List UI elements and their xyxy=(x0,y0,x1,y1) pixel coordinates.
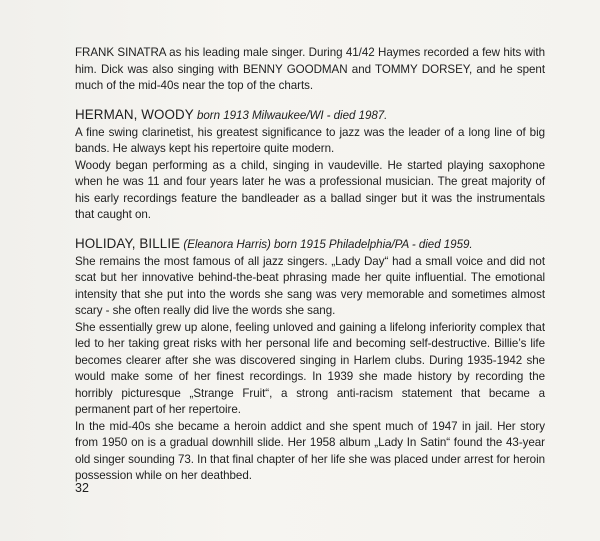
entry-holiday-billie xyxy=(75,235,545,485)
entry-birth-death: (Eleanora Harris) born 1915 Philadelphia/PA - died 1959. xyxy=(183,237,473,251)
entry-birth-death: born 1913 Milwaukee/WI - died 1987. xyxy=(197,108,388,122)
entry-paragraph: She remains the most famous of all jazz singers. „Lady Day“ had a small voice and did not scat but her innovative behind-the-beat phrasing made her quite influential. The emotional intensity that she put into the words she sang was very memorable and sometimes almost scary - she often really did live the words she sang. xyxy=(75,254,545,317)
entry-paragraph: She essentially grew up alone, feeling unloved and gaining a lifelong inferiority complex that led to her taking great risks with her personal life and becoming self-destructive. Billie’s life becomes clearer after she was discovered singing in Harlem clubs. During 1935-1942 she would make some of her finest recordings. In 1939 she made history by recording the horribly picturesque „Strange Fruit“, a strong anti-racism statement that became a permanent part of her repertoire. xyxy=(75,320,545,416)
intro-paragraph: FRANK SINATRA as his leading male singer. During 41/42 Haymes recorded a few hits with him. Dick was also singing with BENNY GOODMAN and TOMMY DORSEY, and he spent much of the mid-40s near the top of the charts. xyxy=(75,46,545,92)
entry-paragraph: A fine swing clarinetist, his greatest significance to jazz was the leader of a long line of big bands. He always kept his repertoire quite modern. xyxy=(75,125,545,155)
page-content xyxy=(75,45,545,485)
entry-name: HERMAN, WOODY xyxy=(75,106,194,122)
entry-herman-woody xyxy=(75,106,545,224)
entry-heading xyxy=(75,106,545,125)
entry-heading xyxy=(75,235,545,254)
page-number: 32 xyxy=(75,481,89,495)
entry-name: HOLIDAY, BILLIE xyxy=(75,235,181,251)
entry-paragraph: Woody began performing as a child, singing in vaudeville. He started playing saxophone when he was 11 and four years later he was a professional musician. The great majority of his early recordings feature the bandleader as a ballad singer but it was the instrumentals that caught on. xyxy=(75,158,545,221)
entry-paragraph: In the mid-40s she became a heroin addict and she spent much of 1947 in jail. Her story from 1950 on is a gradual downhill slide. Her 1958 album „Lady In Satin“ found the 43-year old singer sounding 73. In that final chapter of her life she was placed under arrest for heroin possession while on her deathbed. xyxy=(75,419,545,482)
